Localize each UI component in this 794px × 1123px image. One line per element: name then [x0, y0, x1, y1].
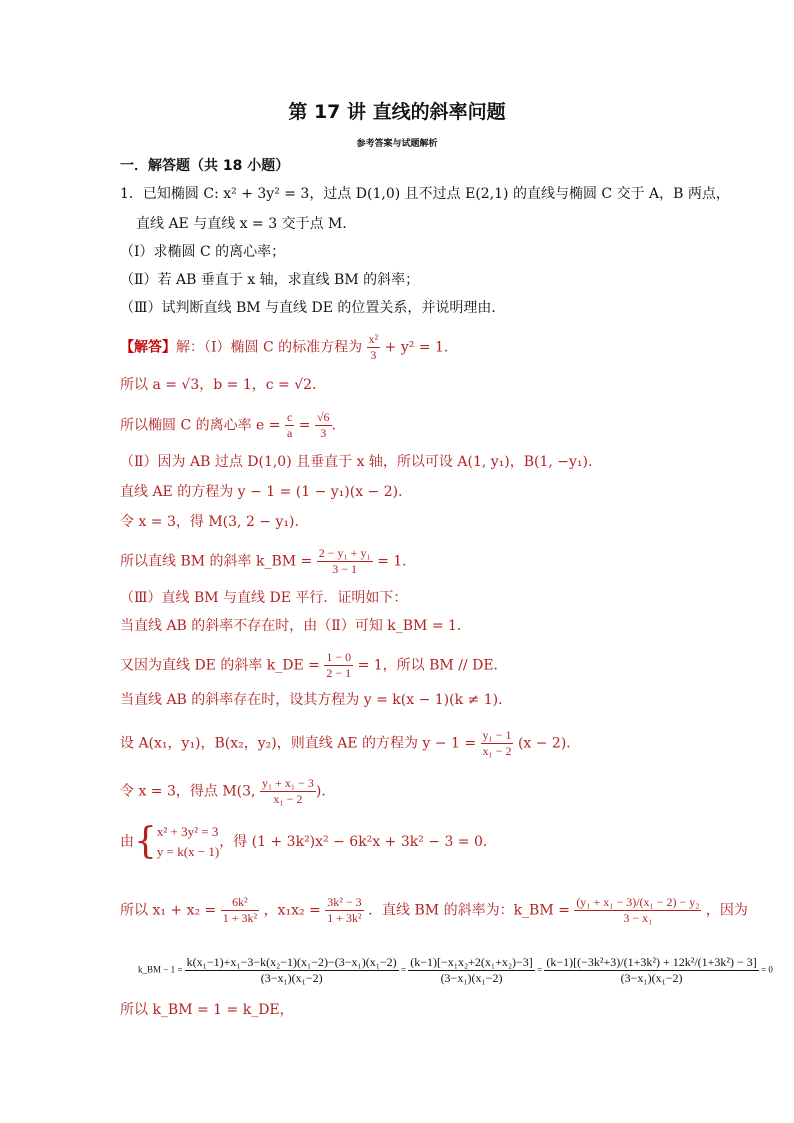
fraction: $\frac{\text{(k−1)[−x₁x₂+2(x₁+x₂)−3]}}{\text{(3−x₁)(x₁−2)}}$	[410, 955, 533, 985]
problem-part-2: （Ⅱ）若 AB 垂直于 x 轴，求直线 BM 的斜率；	[120, 272, 420, 288]
problem-line-2: 直线 AE 与直线 x = 3 交于点 M．	[136, 216, 357, 232]
long-equation: k_BM − 1 = $\frac{\text{k(x₁−1)+x₁−3−k(x₂−1)(x₁−2)−(3−x₁)(x₁−2)}}{\text{(3−x₁)(x₁−2)}}$ = $\frac{\text{(k−1)[−x₁x₂+2(x₁+x₂)−3]}}{\text{(3−x₁)(x₁−2)}}$ = $\frac{\text{(k−1)[(−3k²+3)/(1+3k²) + 12k²/(1+3k²) − 3]}}{\text{(3−x₁)(x₁−2)}}$ = 0	[138, 955, 773, 985]
solution-line-13: 令 x = 3，得点 M(3, $\frac{\text{y₁ + x₁ − 3}}{\text{x₁ − 2}}$ )．	[120, 776, 336, 806]
fraction: $\frac{c}{a}$	[286, 410, 293, 440]
page-title: 第 17 讲 直线的斜率问题	[288, 101, 506, 123]
problem-part-1: （Ⅰ）求椭圆 C 的离心率；	[120, 244, 286, 260]
equation-system: x² + 3y² = 3 y = k(x − 1)	[156, 824, 220, 859]
solution-line-8: （Ⅲ）直线 BM 与直线 DE 平行．证明如下：	[120, 590, 408, 606]
solution-line-14: 由{ x² + 3y² = 3 y = k(x − 1) ，得 (1 + 3k²)x² − 6k²x + 3k² − 3 = 0．	[120, 821, 497, 862]
fraction: $\frac{\text{(k−1)[(−3k²+3)/(1+3k²) + 12k²/(1+3k²) − 3]}}{\text{(3−x₁)(x₁−2)}}$	[546, 955, 757, 985]
solution-line-11: 当直线 AB 的斜率存在时，设其方程为 y = k(x − 1)(k ≠ 1)．	[120, 692, 513, 708]
fraction: $\frac{\text{k(x₁−1)+x₁−3−k(x₂−1)(x₁−2)−(3−x₁)(x₁−2)}}{\text{(3−x₁)(x₁−2)}}$	[186, 955, 397, 985]
solution-line-5: 直线 AE 的方程为 y − 1 = (1 − y₁)(x − 2)．	[120, 484, 413, 500]
section-heading: 一．解答题（共 18 小题）	[120, 158, 290, 174]
solution-line-3: 所以椭圆 C 的离心率 e = $\frac{c}{a}$ = $\frac{√6}{3}$ ．	[120, 410, 346, 440]
solution-line-10: 又因为直线 DE 的斜率 k_DE = $\frac{1 - 0}{2 - 1}$ = 1，所以 BM // DE．	[120, 650, 508, 680]
fraction: $\frac{\text{x²}}{3}$	[368, 332, 379, 362]
fraction: $\frac{\text{6k²}}{\text{1 + 3k²}}$	[222, 895, 258, 925]
fraction: $\frac{1 - 0}{2 - 1}$	[326, 650, 352, 680]
page-subtitle: 参考答案与试题解析	[356, 139, 438, 149]
solution-line-6: 令 x = 3，得 M(3, 2 − y₁)．	[120, 514, 309, 530]
solution-line-17: 所以 k_BM = 1 = k_DE，	[120, 1002, 294, 1018]
fraction: $\frac{\text{3k² − 3}}{\text{1 + 3k²}}$	[327, 895, 362, 925]
solution-line-7: 所以直线 BM 的斜率 k_BM = $\frac{\text{2 − y₁ + y₁}}{3 - 1}$ = 1．	[120, 546, 417, 576]
solution-line-4: （Ⅱ）因为 AB 过点 D(1,0) 且垂直于 x 轴，所以可设 A(1, y₁)，B(1, −y₁)．	[120, 454, 603, 470]
problem-line-1: 1．已知椭圆 C: x² + 3y² = 3，过点 D(1,0) 且不过点 E(2,1) 的直线与椭圆 C 交于 A，B 两点，	[120, 186, 730, 202]
solution-line-12: 设 A(x₁，y₁)，B(x₂，y₂)，则直线 AE 的方程为 y − 1 = $\frac{\text{y₁ − 1}}{\text{x₁ − 2}}$ (x − 2)．	[120, 728, 581, 758]
fraction: $\frac{\text{(y₁ + x₁ − 3)/(x₁ − 2) − y₂}}{\text{3 − x₁}}$	[576, 895, 700, 925]
solution-line-1: 【解答】解：（Ⅰ）椭圆 C 的标准方程为 $\frac{\text{x²}}{3}$ + y² = 1．	[120, 332, 458, 362]
fraction: $\frac{√6}{3}$	[316, 410, 330, 440]
left-brace: {	[134, 821, 157, 862]
solution-line-2: 所以 a = √3，b = 1，c = √2．	[120, 377, 327, 393]
solution-line-15: 所以 x₁ + x₂ = $\frac{\text{6k²}}{\text{1 + 3k²}}$ ，x₁x₂ = $\frac{\text{3k² − 3}}{\text{1 + 3k²}}$ ．直线 BM 的斜率为：k_BM = $\frac{\text{(y₁ + x₁ − 3)/(x₁ − 2) − y₂}}{\text{3 − x₁}}$ ，因为	[120, 895, 748, 925]
fraction: $\frac{\text{y₁ + x₁ − 3}}{\text{x₁ − 2}}$	[261, 776, 314, 806]
fraction: $\frac{\text{y₁ − 1}}{\text{x₁ − 2}}$	[482, 728, 512, 758]
problem-part-3: （Ⅲ）试判断直线 BM 与直线 DE 的位置关系，并说明理由．	[120, 300, 506, 316]
fraction: $\frac{\text{2 − y₁ + y₁}}{3 - 1}$	[318, 546, 371, 576]
solution-line-9: 当直线 AB 的斜率不存在时，由（Ⅱ）可知 k_BM = 1．	[120, 618, 471, 634]
solution-tag: 【解答】	[120, 339, 176, 356]
